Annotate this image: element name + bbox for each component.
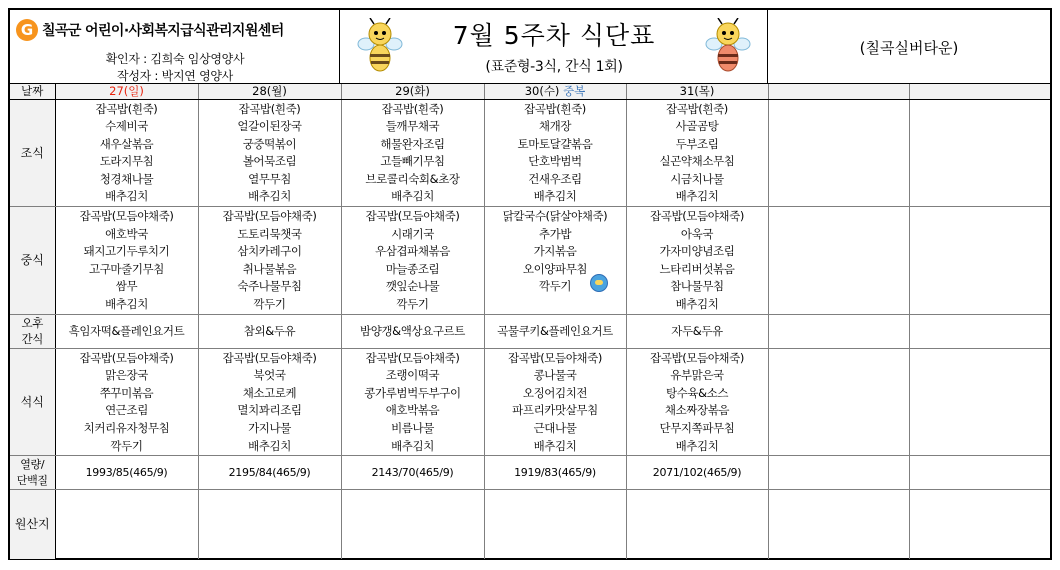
empty-cell <box>768 207 909 315</box>
approver: 확인자 : 김희숙 임상영양사 <box>105 52 245 66</box>
menu-item: 근대나물 <box>533 421 577 435</box>
menu-item: 시금치나물 <box>670 171 724 186</box>
empty-cell <box>909 99 1050 207</box>
menu-item: 잡곡밥(흰죽) <box>524 101 586 116</box>
menu-item: 토마토달걀볶음 <box>517 136 593 151</box>
menu-item: 두부조림 <box>675 136 719 151</box>
menu-item: 채소짜장볶음 <box>664 403 730 418</box>
menu-item: 오이양파무침 <box>522 261 588 276</box>
menu-item: 배추김치 <box>391 189 434 204</box>
menu-item: 쭈꾸미볶음 <box>99 385 154 400</box>
empty-cell <box>768 348 909 456</box>
empty-cell <box>909 490 1050 559</box>
day-note: 중복 <box>563 84 586 98</box>
origin-cell <box>341 490 484 559</box>
kcal-cell: 2071/102(465/9) <box>626 456 768 490</box>
breakfast-cell <box>198 99 341 207</box>
lunch-cell <box>198 207 341 315</box>
lunch-label: 중식 <box>10 207 55 315</box>
snack-cell: 밤양갱&액상요구르트 <box>341 314 484 348</box>
snack-cell: 자두&두유 <box>626 314 768 348</box>
breakfast-label: 조식 <box>10 99 55 207</box>
menu-item: 잡곡밥(모듬야채죽) <box>222 350 317 365</box>
menu-item: 숙주나물무침 <box>237 279 302 294</box>
menu-item: 깍두기 <box>538 279 572 294</box>
empty-cell <box>768 490 909 559</box>
origin-cell <box>626 490 768 559</box>
menu-item: 시래기국 <box>391 226 434 241</box>
empty-cell <box>768 99 909 207</box>
menu-item: 가지나물 <box>248 421 291 435</box>
menu-item: 궁중떡볶이 <box>242 136 297 151</box>
menu-item: 가지볶음 <box>533 244 577 259</box>
writer: 작성자 : 박지연 영양사 <box>117 69 233 83</box>
header-title-area <box>340 10 768 84</box>
menu-item: 배추김치 <box>248 189 291 204</box>
center-logo-icon: G <box>16 19 38 41</box>
dinner-cell <box>341 348 484 456</box>
facility-name: (칠곡실버타운) <box>859 38 959 57</box>
menu-item: 파프리카맛살무침 <box>512 403 598 418</box>
menu-item: 청경채나물 <box>99 171 154 186</box>
menu-item: 잡곡밥(모듬야채죽) <box>365 209 460 224</box>
menu-item: 마늘종조림 <box>385 261 440 276</box>
food-badge-icon <box>590 274 608 292</box>
origin-row <box>10 490 1050 559</box>
menu-item: 유부맑은국 <box>670 368 724 383</box>
menu-item: 브로콜리숙회&초장 <box>365 171 460 186</box>
menu-item: 느타리버섯볶음 <box>659 261 735 276</box>
origin-cell <box>55 490 198 559</box>
snack-row <box>10 314 1050 348</box>
snack-label <box>10 314 55 348</box>
menu-item: 맑은장국 <box>105 368 148 383</box>
kcal-label-line: 열량/ <box>20 457 45 471</box>
menu-item: 잡곡밥(흰죽) <box>381 101 444 116</box>
menu-item: 잡곡밥(모듬야채죽) <box>650 350 744 365</box>
page-title: 7월 5주차 식단표 <box>452 21 656 50</box>
date-row <box>10 84 1050 99</box>
menu-item: 열무무침 <box>248 171 291 186</box>
kcal-cell: 1993/85(465/9) <box>55 456 198 490</box>
menu-item: 돼지고기두루치기 <box>83 244 170 259</box>
menu-item: 참나물무침 <box>670 279 724 294</box>
lunch-cell <box>626 207 768 315</box>
empty-cell <box>768 314 909 348</box>
menu-item: 닭칼국수(닭살야채죽) <box>502 209 608 224</box>
header <box>10 10 1050 84</box>
menu-item: 애호박볶음 <box>385 403 440 418</box>
lunch-row <box>10 207 1050 315</box>
breakfast-row <box>10 99 1050 207</box>
snack-label-line: 오후 <box>21 316 43 331</box>
menu-item: 배추김치 <box>105 189 148 204</box>
menu-item: 채소고로케 <box>242 385 297 400</box>
menu-item: 배추김치 <box>675 297 719 312</box>
day-header-empty <box>909 84 1050 99</box>
empty-cell <box>909 348 1050 456</box>
menu-item: 비름나물 <box>391 421 434 435</box>
menu-item: 애호박국 <box>105 226 148 241</box>
lunch-cell <box>484 207 626 315</box>
dinner-cell <box>626 348 768 456</box>
menu-item: 배추김치 <box>391 438 434 453</box>
kcal-cell: 1919/83(465/9) <box>484 456 626 490</box>
menu-item: 실곤약채소무침 <box>659 154 735 169</box>
snack-cell: 참외&두유 <box>198 314 341 348</box>
menu-item: 조랭이떡국 <box>385 368 440 383</box>
kcal-label <box>10 456 55 490</box>
menu-item: 잡곡밥(모듬야채죽) <box>79 209 174 224</box>
menu-item: 콩가루범벅두부구이 <box>364 385 461 400</box>
menu-sheet <box>8 8 1052 560</box>
dinner-label: 석식 <box>10 348 55 456</box>
empty-cell <box>909 314 1050 348</box>
menu-item: 깍두기 <box>110 438 143 453</box>
menu-item: 콩나물국 <box>533 368 577 383</box>
menu-item: 깍두기 <box>396 297 429 312</box>
menu-item: 배추김치 <box>675 438 719 453</box>
empty-cell <box>768 456 909 490</box>
menu-item: 사골곰탕 <box>675 119 719 134</box>
day-date: 28(월) <box>252 84 287 98</box>
menu-item: 연근조림 <box>105 403 148 418</box>
menu-item: 멸치꽈리조림 <box>237 403 302 418</box>
menu-item: 채개장 <box>538 119 572 134</box>
red-bee-icon <box>704 18 752 74</box>
header-info <box>10 10 340 84</box>
menu-table <box>10 84 1050 559</box>
menu-item: 도토리묵챗국 <box>237 226 302 241</box>
org-name: 칠곡군 어린이·사회복지급식관리지원센터 <box>42 23 284 39</box>
day-date: 27(일) <box>109 84 144 98</box>
menu-item: 잡곡밥(모듬야채죽) <box>222 209 317 224</box>
menu-item: 잡곡밥(모듬야채죽) <box>650 209 744 224</box>
menu-item: 고구마줄기무침 <box>89 261 164 276</box>
menu-item: 잡곡밥(흰죽) <box>666 101 728 116</box>
day-header-5 <box>626 84 768 99</box>
menu-item: 아욱국 <box>680 226 714 241</box>
origin-cell <box>198 490 341 559</box>
page-subtitle: (표준형-3식, 간식 1회) <box>485 59 623 75</box>
menu-item: 탕수육&소스 <box>665 385 729 400</box>
lunch-cell <box>55 207 198 315</box>
kcal-cell: 2195/84(465/9) <box>198 456 341 490</box>
menu-item: 배추김치 <box>675 189 719 204</box>
menu-item: 들깨무채국 <box>385 119 440 134</box>
day-header-2 <box>198 84 341 99</box>
origin-cell <box>484 490 626 559</box>
menu-item: 배추김치 <box>533 438 577 453</box>
menu-item: 얼갈이된장국 <box>237 119 302 134</box>
day-date: 31(목) <box>679 84 715 98</box>
kcal-cell: 2143/70(465/9) <box>341 456 484 490</box>
breakfast-cell <box>484 99 626 207</box>
menu-item: 수제비국 <box>105 119 148 134</box>
day-header-3 <box>341 84 484 99</box>
dinner-cell <box>198 348 341 456</box>
dinner-cell <box>55 348 198 456</box>
menu-item: 고들빼기무침 <box>380 154 445 169</box>
menu-item: 치커리유자청무침 <box>83 421 170 435</box>
day-header-1 <box>55 84 198 99</box>
menu-item: 도라지무침 <box>99 154 154 169</box>
menu-item: 쌈무 <box>115 279 138 294</box>
breakfast-cell <box>341 99 484 207</box>
menu-item: 건새우조림 <box>528 171 582 186</box>
empty-cell <box>909 456 1050 490</box>
menu-item: 가자미양념조림 <box>659 244 735 259</box>
snack-cell: 곡물쿠키&플레인요거트 <box>484 314 626 348</box>
breakfast-cell <box>626 99 768 207</box>
day-date: 30(수) <box>524 84 560 98</box>
empty-cell <box>909 207 1050 315</box>
menu-item: 단무지쪽파무침 <box>659 421 735 435</box>
menu-item: 잡곡밥(흰죽) <box>95 101 158 116</box>
day-header-empty <box>768 84 909 99</box>
menu-item: 취나물볶음 <box>242 261 297 276</box>
menu-item: 북엇국 <box>253 368 286 383</box>
menu-item: 오징어김치전 <box>522 385 588 400</box>
menu-item: 새우살볶음 <box>99 136 154 151</box>
menu-item: 잡곡밥(흰죽) <box>238 101 301 116</box>
kcal-label-line: 단백질 <box>16 473 48 487</box>
date-label: 날짜 <box>10 84 55 99</box>
lunch-cell <box>341 207 484 315</box>
menu-item: 우삼겹파채볶음 <box>375 244 450 259</box>
menu-item: 해물완자조림 <box>380 136 445 151</box>
snack-label-line: 간식 <box>21 332 43 347</box>
menu-item: 추가밥 <box>538 226 572 241</box>
menu-item: 단호박범벅 <box>528 154 582 169</box>
menu-item: 깻잎순나물 <box>385 279 440 294</box>
menu-item: 잡곡밥(모듬야채죽) <box>79 350 174 365</box>
dinner-row <box>10 348 1050 456</box>
snack-cell: 흑임자떡&플레인요거트 <box>55 314 198 348</box>
day-header-4 <box>484 84 626 99</box>
origin-label: 원산지 <box>10 490 55 559</box>
dinner-cell <box>484 348 626 456</box>
day-date: 29(화) <box>395 84 430 98</box>
kcal-row <box>10 456 1050 490</box>
menu-item: 잡곡밥(모듬야채죽) <box>508 350 602 365</box>
menu-item: 볼어묵조림 <box>242 154 297 169</box>
menu-item: 깍두기 <box>253 297 286 312</box>
menu-item: 배추김치 <box>248 438 291 453</box>
breakfast-cell <box>55 99 198 207</box>
menu-item: 배추김치 <box>533 189 577 204</box>
menu-item: 잡곡밥(모듬야채죽) <box>365 350 460 365</box>
menu-item: 삼치카레구이 <box>237 244 302 259</box>
menu-item: 배추김치 <box>105 297 148 312</box>
